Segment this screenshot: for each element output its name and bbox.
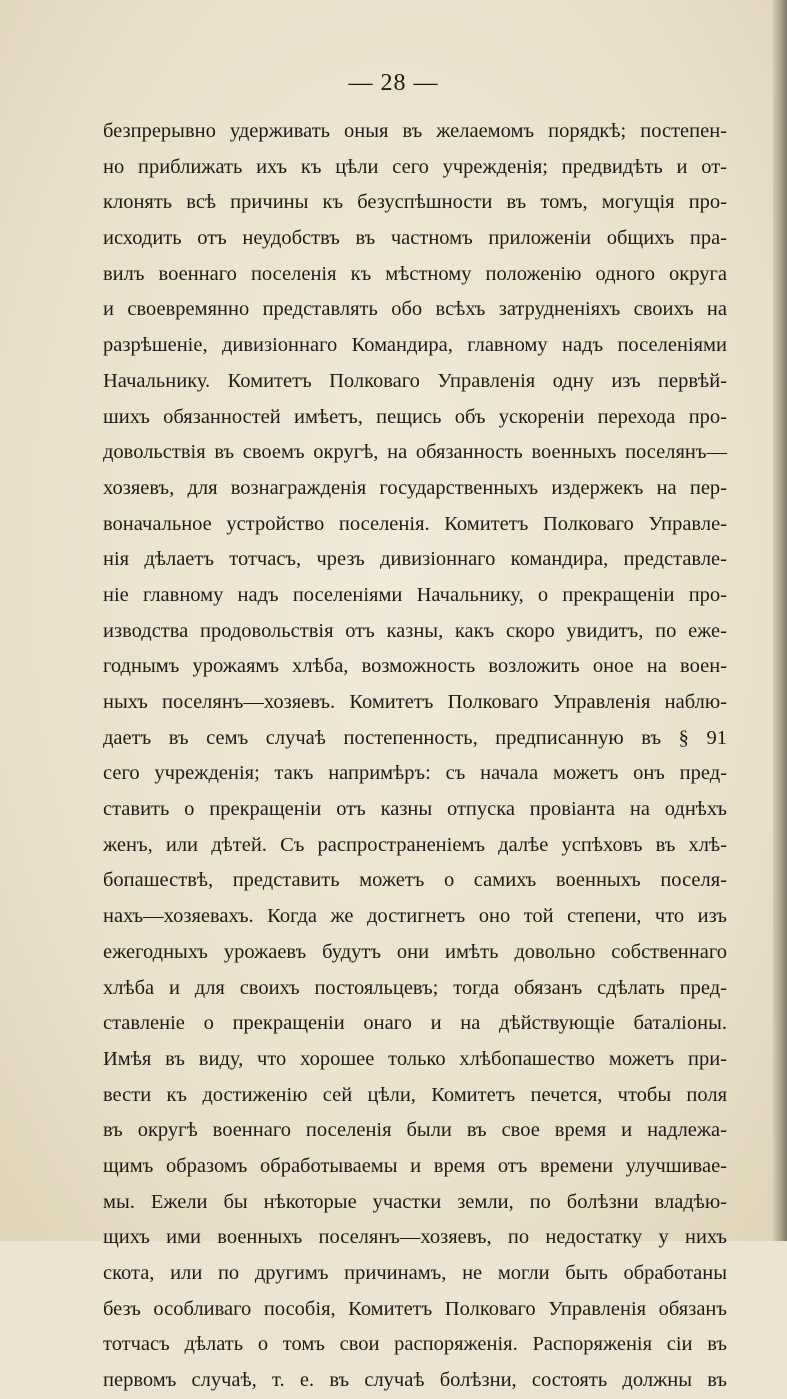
text-line: разрѣшеніе, дивизіоннаго Командира, главному надъ поселеніями <box>103 334 727 357</box>
text-line: довольствія въ своемъ округѣ, на обязанность военныхъ поселянъ— <box>103 441 727 464</box>
text-line: воначальное устройство поселенія. Комитетъ Полковаго Управле- <box>103 512 727 535</box>
text-line: нія дѣлаетъ тотчасъ, чрезъ дивизіоннаго командира, представле- <box>103 548 727 571</box>
page-number: — 28 — <box>348 70 439 96</box>
text-line: хлѣба и для своихъ постояльцевъ; тогда обязанъ сдѣлать пред- <box>103 976 727 999</box>
text-line: и своевремянно представлять обо всѣхъ затрудненіяхъ своихъ на <box>103 298 727 321</box>
text-line: изводства продовольствія отъ казны, какъ скоро увидитъ, по еже- <box>103 619 727 642</box>
text-line: годнымъ урожаямъ хлѣба, возможность возложить оное на воен- <box>103 655 727 678</box>
text-line: сего учрежденія; такъ напримѣръ: съ начала можетъ онъ пред- <box>103 762 727 785</box>
body-text <box>103 114 727 1399</box>
text-line: ставленіе о прекращеніи онаго и на дѣйствующіе баталіоны. <box>103 1012 727 1035</box>
text-line: мы. Ежели бы нѣкоторые участки земли, по болѣзни владѣю- <box>103 1190 727 1213</box>
text-line: вести къ достиженію сей цѣли, Комитетъ печется, чтобы поля <box>103 1083 727 1106</box>
text-line: бопашествѣ, представить можетъ о самихъ военныхъ поселя- <box>103 869 727 892</box>
text-line: нахъ—хозяевахъ. Когда же достигнетъ оно той степени, что изъ <box>103 905 727 928</box>
text-line: безпрерывно удерживать оныя въ желаемомъ порядкѣ; постепен- <box>103 120 727 142</box>
text-line: ставить о прекращеніи отъ казны отпуска провіанта на однѣхъ <box>103 798 727 821</box>
text-line: щимъ образомъ обработываемы и время отъ времени улучшивае- <box>103 1154 727 1177</box>
text-line: щихъ ими военныхъ поселянъ—хозяевъ, по недостатку у нихъ <box>103 1226 727 1249</box>
text-line: ніе главному надъ поселеніями Начальнику, о прекращеніи про- <box>103 583 727 606</box>
text-line: ныхъ поселянъ—хозяевъ. Комитетъ Полковаго Управленія наблю- <box>103 691 727 713</box>
text-line: клонять всѣ причины къ безуспѣшности въ томъ, могущія про- <box>103 191 727 214</box>
text-line: въ округѣ военнаго поселенія были въ свое время и надлежа- <box>103 1119 727 1142</box>
text-line: женъ, или дѣтей. Съ распространеніемъ далѣе успѣховъ въ хлѣ- <box>103 833 727 856</box>
text-line: но приближать ихъ къ цѣли сего учрежденія; предвидѣть и от- <box>103 155 727 178</box>
page-edge-shadow <box>773 0 787 1241</box>
text-line: первомъ случаѣ, т. е. въ случаѣ болѣзни, состоять должны въ <box>103 1369 727 1392</box>
text-line: хозяевъ, для вознагражденія государственныхъ издержекъ на пер- <box>103 476 727 499</box>
text-line: даетъ въ семъ случаѣ постепенность, предписанную въ § 91 <box>103 726 727 749</box>
text-line: тотчасъ дѣлать о томъ свои распоряженія. Распоряженія сіи въ <box>103 1333 727 1356</box>
text-line: шихъ обязанностей имѣетъ, пещись объ ускореніи перехода про- <box>103 405 727 428</box>
text-line: Имѣя въ виду, что хорошее только хлѣбопашество можетъ при- <box>103 1047 727 1070</box>
text-line: скота, или по другимъ причинамъ, не могли быть обработаны <box>103 1262 727 1284</box>
text-line: Начальнику. Комитетъ Полковаго Управленія одну изъ первѣй- <box>103 369 727 392</box>
text-line: вилъ военнаго поселенія къ мѣстному положенію одного округа <box>103 262 727 285</box>
text-line: безъ особливаго пособія, Комитетъ Полковаго Управленія обязанъ <box>103 1297 727 1320</box>
text-line: исходить отъ неудобствъ въ частномъ приложеніи общихъ пра- <box>103 227 727 250</box>
text-line: ежегодныхъ урожаевъ будутъ они имѣть довольно собственнаго <box>103 940 727 963</box>
